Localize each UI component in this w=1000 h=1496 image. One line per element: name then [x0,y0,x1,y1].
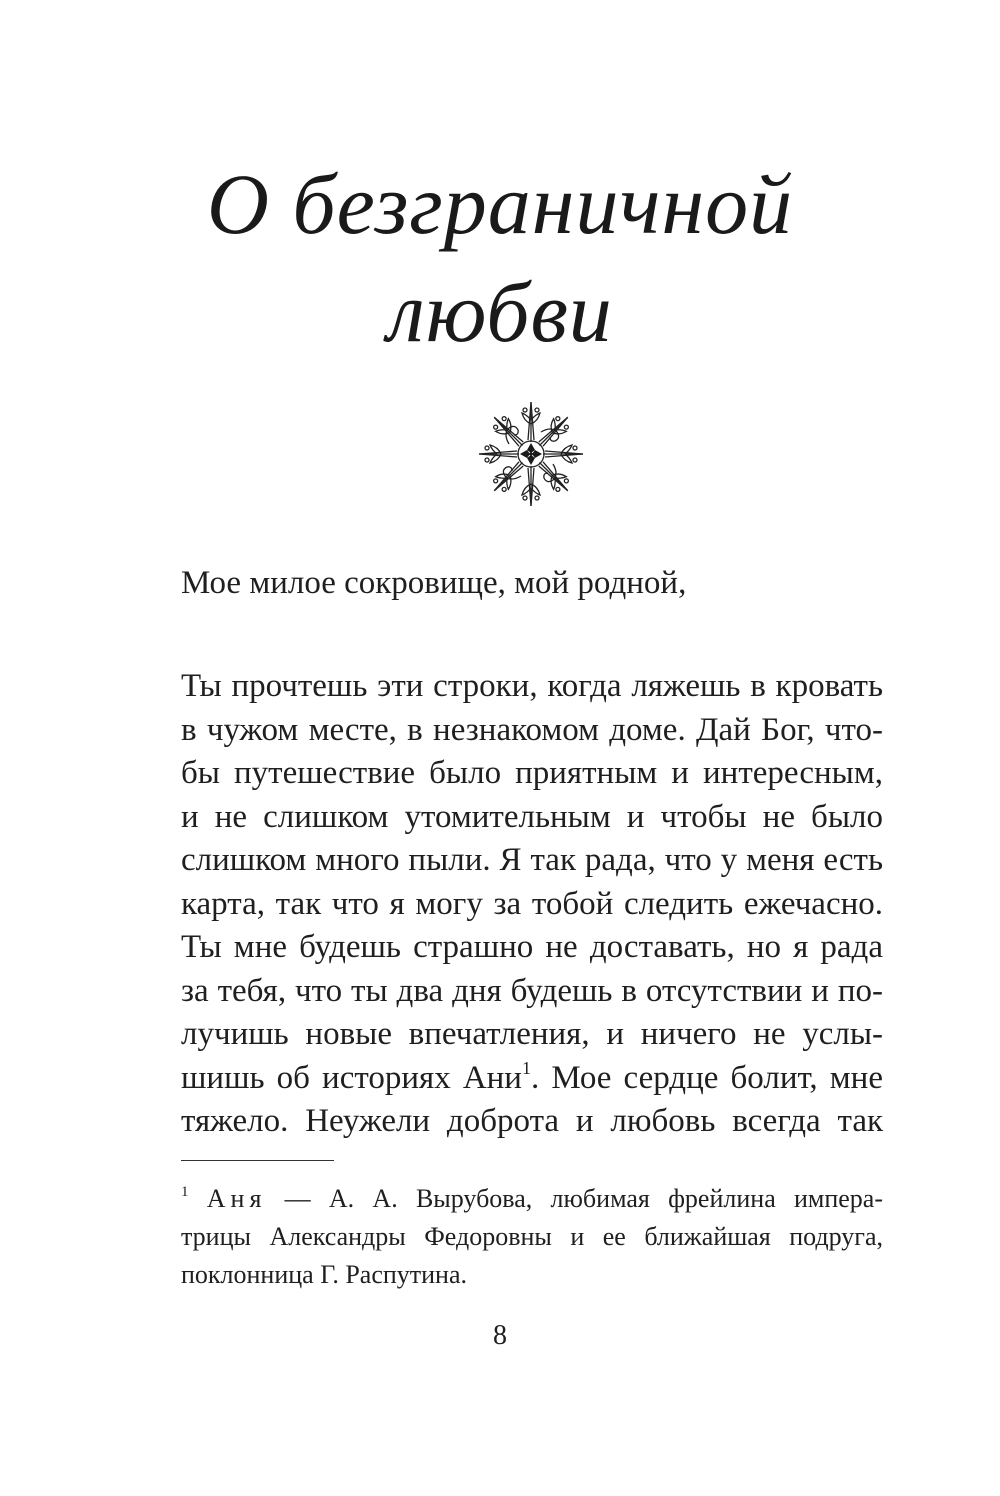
footnote-reference: 1 [521,1057,531,1078]
chapter-title [0,150,1000,366]
body-line: и не слишком утомительным и чтобы не было [181,798,883,835]
footnote-line [181,1180,883,1218]
body-line: в чужом месте, в незнакомом доме. Дай Бог, что- [181,711,883,748]
body-line: Ты мне будешь страшно не доставать, но я рада [181,929,883,965]
body-line: лучишь новые впечатления, и ничего не услы- [181,1016,883,1052]
body-line: тяжело. Неужели доброта и любовь всегда так [181,1103,883,1139]
body-line: за тебя, что ты два дня будешь в отсутствии и по- [181,972,883,1009]
body-line: бы путешествие было приятным и интересным, [181,755,883,791]
body-line-end: . Мое сердце болит, мне [530,1059,883,1096]
footnote-line-1-rest: — А. А. Вырубова, любимая фрейлина импера- [266,1184,884,1213]
chapter-title-line-1: О безграничной [206,156,794,252]
footnote [181,1180,883,1294]
footnote-line: трицы Александры Федоровны и ее ближайшая подруга, [181,1222,883,1251]
page-number: 8 [493,1320,507,1351]
footnote-mark: 1 [181,1184,189,1200]
body-line-start: шишь об историях Ани [181,1059,522,1096]
letter-greeting: Мое милое сокровище, мой родной, [181,565,687,601]
snowflake-ornament-icon [475,398,587,510]
footnote-divider [181,1160,334,1161]
chapter-title-line-2: любви [387,264,613,360]
body-line: Ты прочтешь эти строки, когда ляжешь в кровать [181,668,883,704]
body-line: карта, так что я могу за тобой следить ежечасно. [181,885,883,922]
body-line-with-footnote [181,1057,883,1101]
letter-body [181,665,883,1144]
footnote-line: поклонница Г. Распутина. [181,1260,467,1289]
footnote-name: Аня [206,1184,267,1213]
body-line: слишком много пыли. Я так рада, что у меня есть [181,842,883,878]
